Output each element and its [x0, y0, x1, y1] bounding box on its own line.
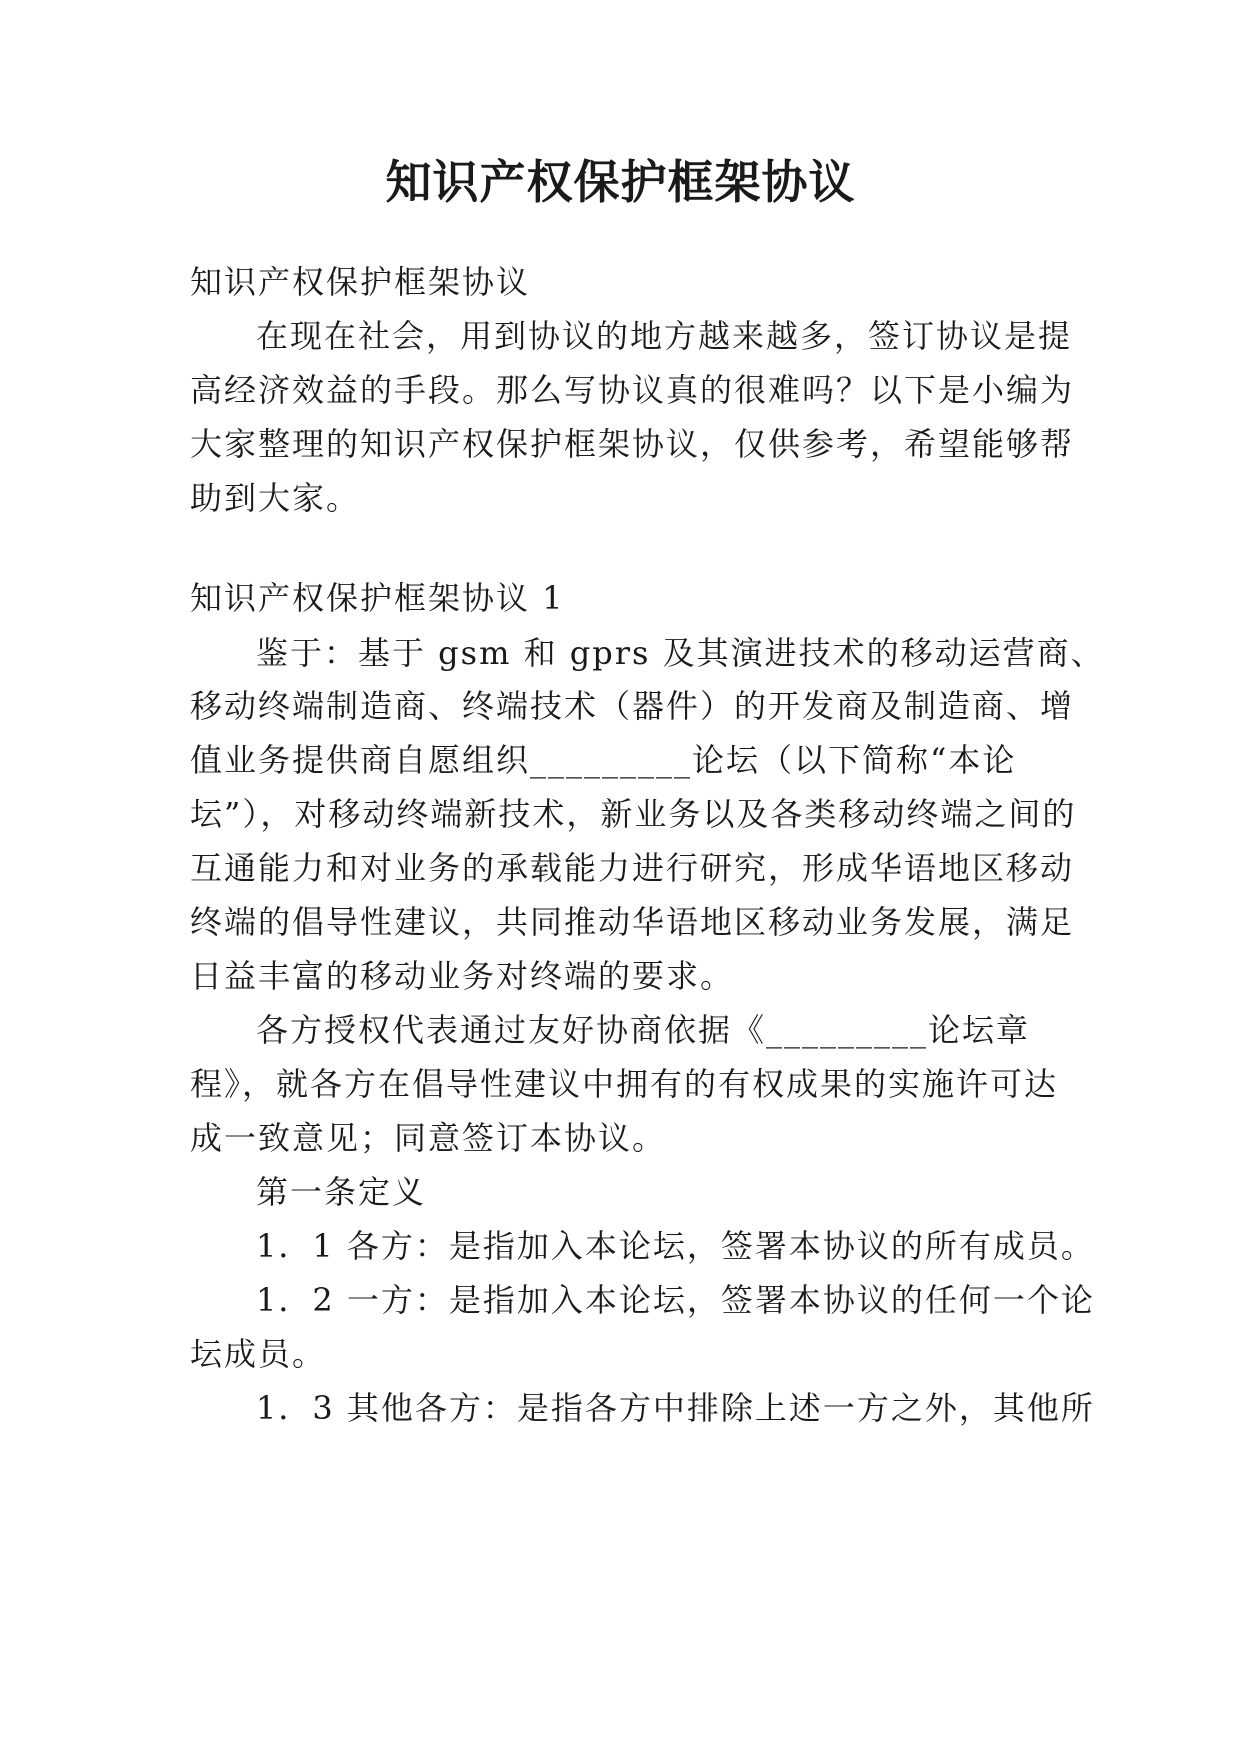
paragraph-line: 移动终端制造商、终端技术（器件）的开发商及制造商、增	[190, 687, 1075, 725]
paragraph-line: 高经济效益的手段。那么写协议真的很难吗？以下是小编为	[190, 371, 1075, 409]
paragraph-line: 日益丰富的移动业务对终端的要求。	[190, 957, 735, 995]
paragraph-line: 1．3 其他各方：是指各方中排除上述一方之外，其他所	[256, 1389, 1095, 1427]
section-heading: 知识产权保护框架协议 1	[190, 579, 565, 617]
paragraph-line: 互通能力和对业务的承载能力进行研究，形成华语地区移动	[190, 849, 1075, 887]
section-heading: 知识产权保护框架协议	[190, 263, 531, 301]
paragraph-line: 坛”），对移动终端新技术，新业务以及各类移动终端之间的	[190, 795, 1077, 833]
paragraph-line: 助到大家。	[190, 479, 361, 517]
document-title: 知识产权保护框架协议	[385, 155, 856, 209]
paragraph-line: 在现在社会，用到协议的地方越来越多，签订协议是提	[256, 317, 1073, 355]
paragraph-line: 各方授权代表通过友好协商依据《_________论坛章	[256, 1011, 1031, 1049]
paragraph-line: 坛成员。	[190, 1335, 327, 1373]
paragraph-line: 鉴于：基于 gsm 和 gprs 及其演进技术的移动运营商、	[256, 634, 1105, 672]
article-heading: 第一条定义	[256, 1173, 427, 1211]
paragraph-line: 终端的倡导性建议，共同推动华语地区移动业务发展，满足	[190, 903, 1075, 941]
paragraph-line: 1．1 各方：是指加入本论坛，签署本协议的所有成员。	[256, 1227, 1095, 1265]
paragraph-line: 程》，就各方在倡导性建议中拥有的有权成果的实施许可达	[190, 1065, 1059, 1103]
paragraph-line: 大家整理的知识产权保护框架协议，仅供参考，希望能够帮	[190, 425, 1075, 463]
paragraph-line: 值业务提供商自愿组织_________论坛（以下简称“本论	[190, 741, 1017, 779]
paragraph-line: 成一致意见；同意签订本协议。	[190, 1119, 667, 1157]
paragraph-line: 1．2 一方：是指加入本论坛，签署本协议的任何一个论	[256, 1281, 1095, 1319]
